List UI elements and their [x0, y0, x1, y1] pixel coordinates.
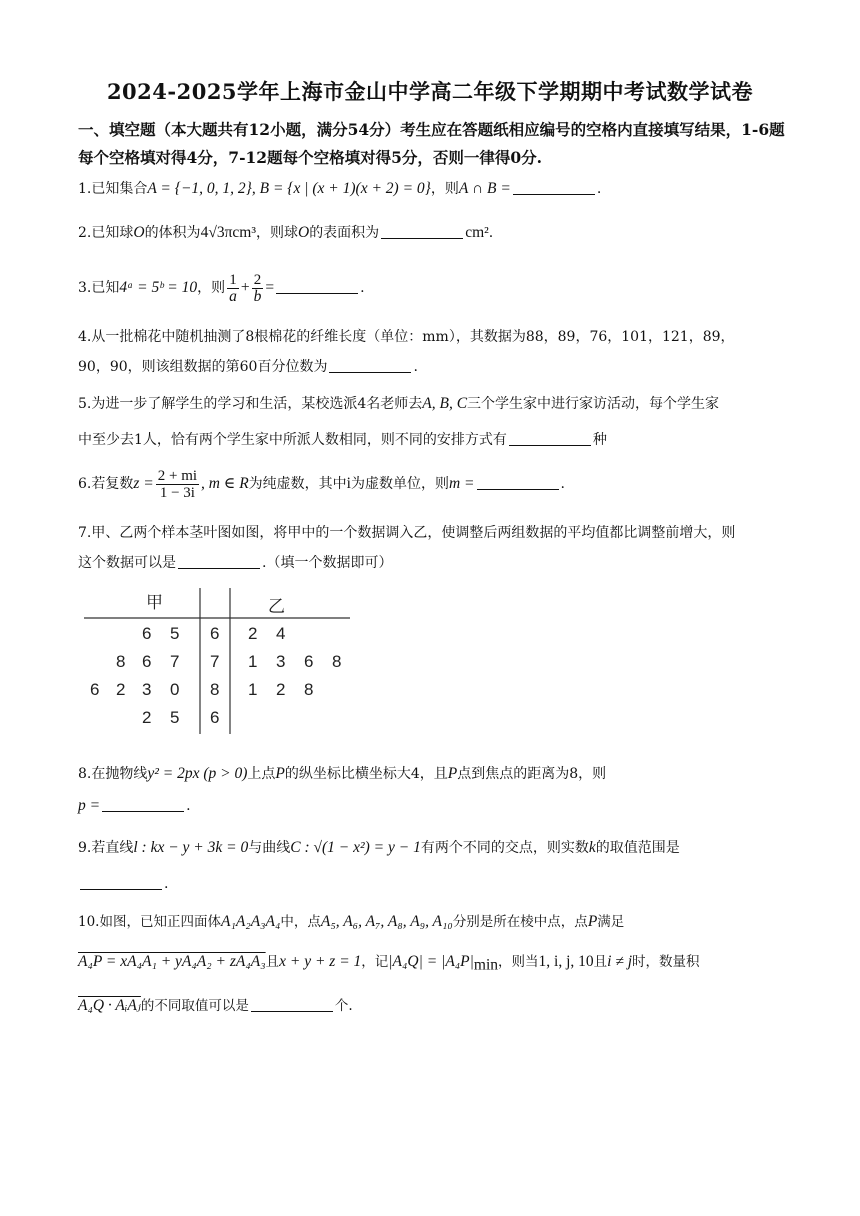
vector-equation: A₄P = xA₄A₁ + yA₄A₂ + zA₄A₃: [78, 953, 266, 970]
answer-blank[interactable]: [80, 875, 162, 890]
question-6: 6.若复数z = $\frac{2 + mi}{1 - 3i}$ , m ∈ R为纯虚数，其中i为虚数单位，则m = .: [78, 467, 565, 501]
question-4: 4.从一批棉花中随机抽测了8根棉花的纤维长度（单位：mm），其数据为88，89，76，101，121，89， 90，90，则该组数据的第60百分位数为 .: [78, 329, 735, 375]
fraction: $\frac{1}{a}$: [229, 271, 237, 305]
fraction: $\frac{2}{b}$: [253, 271, 262, 305]
question-8: 8.在抛物线y² = 2px (p > 0)上点P的纵坐标比横坐标大4，且P点到焦点的距离为8，则 p = .: [78, 765, 607, 814]
question-1: 1.已知集合A = {−1, 0, 1, 2}, B = {x | (x + 1)(x + 2) = 0}，则A ∩ B = .: [78, 180, 602, 197]
answer-blank[interactable]: [477, 475, 559, 490]
question-7: 7.甲、乙两个样本茎叶图如图，将甲中的一个数据调入乙，使调整后两组数据的平均值都比调整前增大，则 这个数据可以是 .（填一个数据即可）: [78, 525, 736, 571]
answer-blank[interactable]: [513, 180, 595, 195]
stem-value: 8: [210, 680, 220, 699]
page-title: 2024-2025学年上海市金山中学高二年级下学期期中考试数学试卷: [106, 79, 754, 104]
dot-product: A₄Q · AᵢAⱼ: [78, 996, 141, 1014]
leaf-left: 8: [116, 652, 126, 671]
leaf-left: 2: [116, 680, 126, 699]
right-header: 乙: [268, 597, 285, 617]
leaf-left: 6: [142, 624, 152, 643]
leaf-left: 3: [142, 680, 152, 699]
stem-value: 7: [210, 652, 220, 671]
question-5: 5.为进一步了解学生的学习和生活，某校选派4名老师去A, B, C三个学生家中进行家访活动，每个学生家 中至少去1人，恰有两个学生家中所派人数相同，则不同的安排方式有 种: [78, 395, 720, 448]
answer-blank[interactable]: [251, 997, 333, 1012]
leaf-right: 2: [276, 680, 286, 699]
leaf-right: 8: [332, 652, 342, 671]
leaf-left: 5: [170, 624, 180, 643]
answer-blank[interactable]: [276, 279, 358, 294]
leaf-right: 3: [276, 652, 286, 671]
leaf-left: 7: [170, 652, 180, 671]
stem-value: 6: [210, 624, 220, 643]
left-header: 甲: [146, 593, 163, 613]
section-heading: 一、填空题（本大题共有12小题，满分54分）考生应在答题纸相应编号的空格内直接填写结果，1-6题每个空格填对得4分，7-12题每个空格填对得5分，否则一律得0分.: [78, 120, 785, 167]
leaf-left: 0: [170, 680, 180, 699]
question-2: 2.已知球O的体积为4√3πcm³，则球O的表面积为 cm².: [78, 224, 494, 241]
question-10: 10.如图，已知正四面体A₁A₂A₃A₄中，点A₅, A₆, A₇, A₈, A₉, A₁₀分别是所在棱中点，点P满足 A₄P = xA₄A₁ + yA₄A₂ + zA₄A₃且x + y + z = 1，记$|A_4Q| = |A_4P|_{min}$，则当1, i, j, 10且i ≠ j时，数量积 A₄Q · AᵢAⱼ的不同取值可以是 个.: [78, 913, 700, 1014]
answer-blank[interactable]: [509, 431, 591, 446]
leaf-right: 1: [248, 680, 258, 699]
stem-value: 6: [210, 708, 220, 727]
leaf-right: 1: [248, 652, 258, 671]
question-9: 9.若直线l : kx − y + 3k = 0与曲线C : √(1 − x²) = y − 1有两个不同的交点，则实数k的取值范围是 .: [78, 839, 680, 892]
leaf-left: 6: [90, 680, 100, 699]
leaf-left: 5: [170, 708, 180, 727]
leaf-right: 2: [248, 624, 258, 643]
leaf-left: 6: [142, 652, 152, 671]
leaf-right: 6: [304, 652, 314, 671]
answer-blank[interactable]: [178, 554, 260, 569]
leaf-right: 4: [276, 624, 286, 643]
answer-blank[interactable]: [381, 224, 463, 239]
leaf-right: 8: [304, 680, 314, 699]
answer-blank[interactable]: [102, 797, 184, 812]
answer-blank[interactable]: [329, 358, 411, 373]
question-3: 3.已知4ᵃ = 5ᵇ = 10，则 $\frac{1}{a}$ + $\frac{2}{b}$ = .: [78, 271, 365, 305]
fraction: $\frac{2 + mi}{1 - 3i}$: [157, 467, 198, 501]
leaf-left: 2: [142, 708, 152, 727]
stem-leaf-plot: [84, 582, 354, 738]
